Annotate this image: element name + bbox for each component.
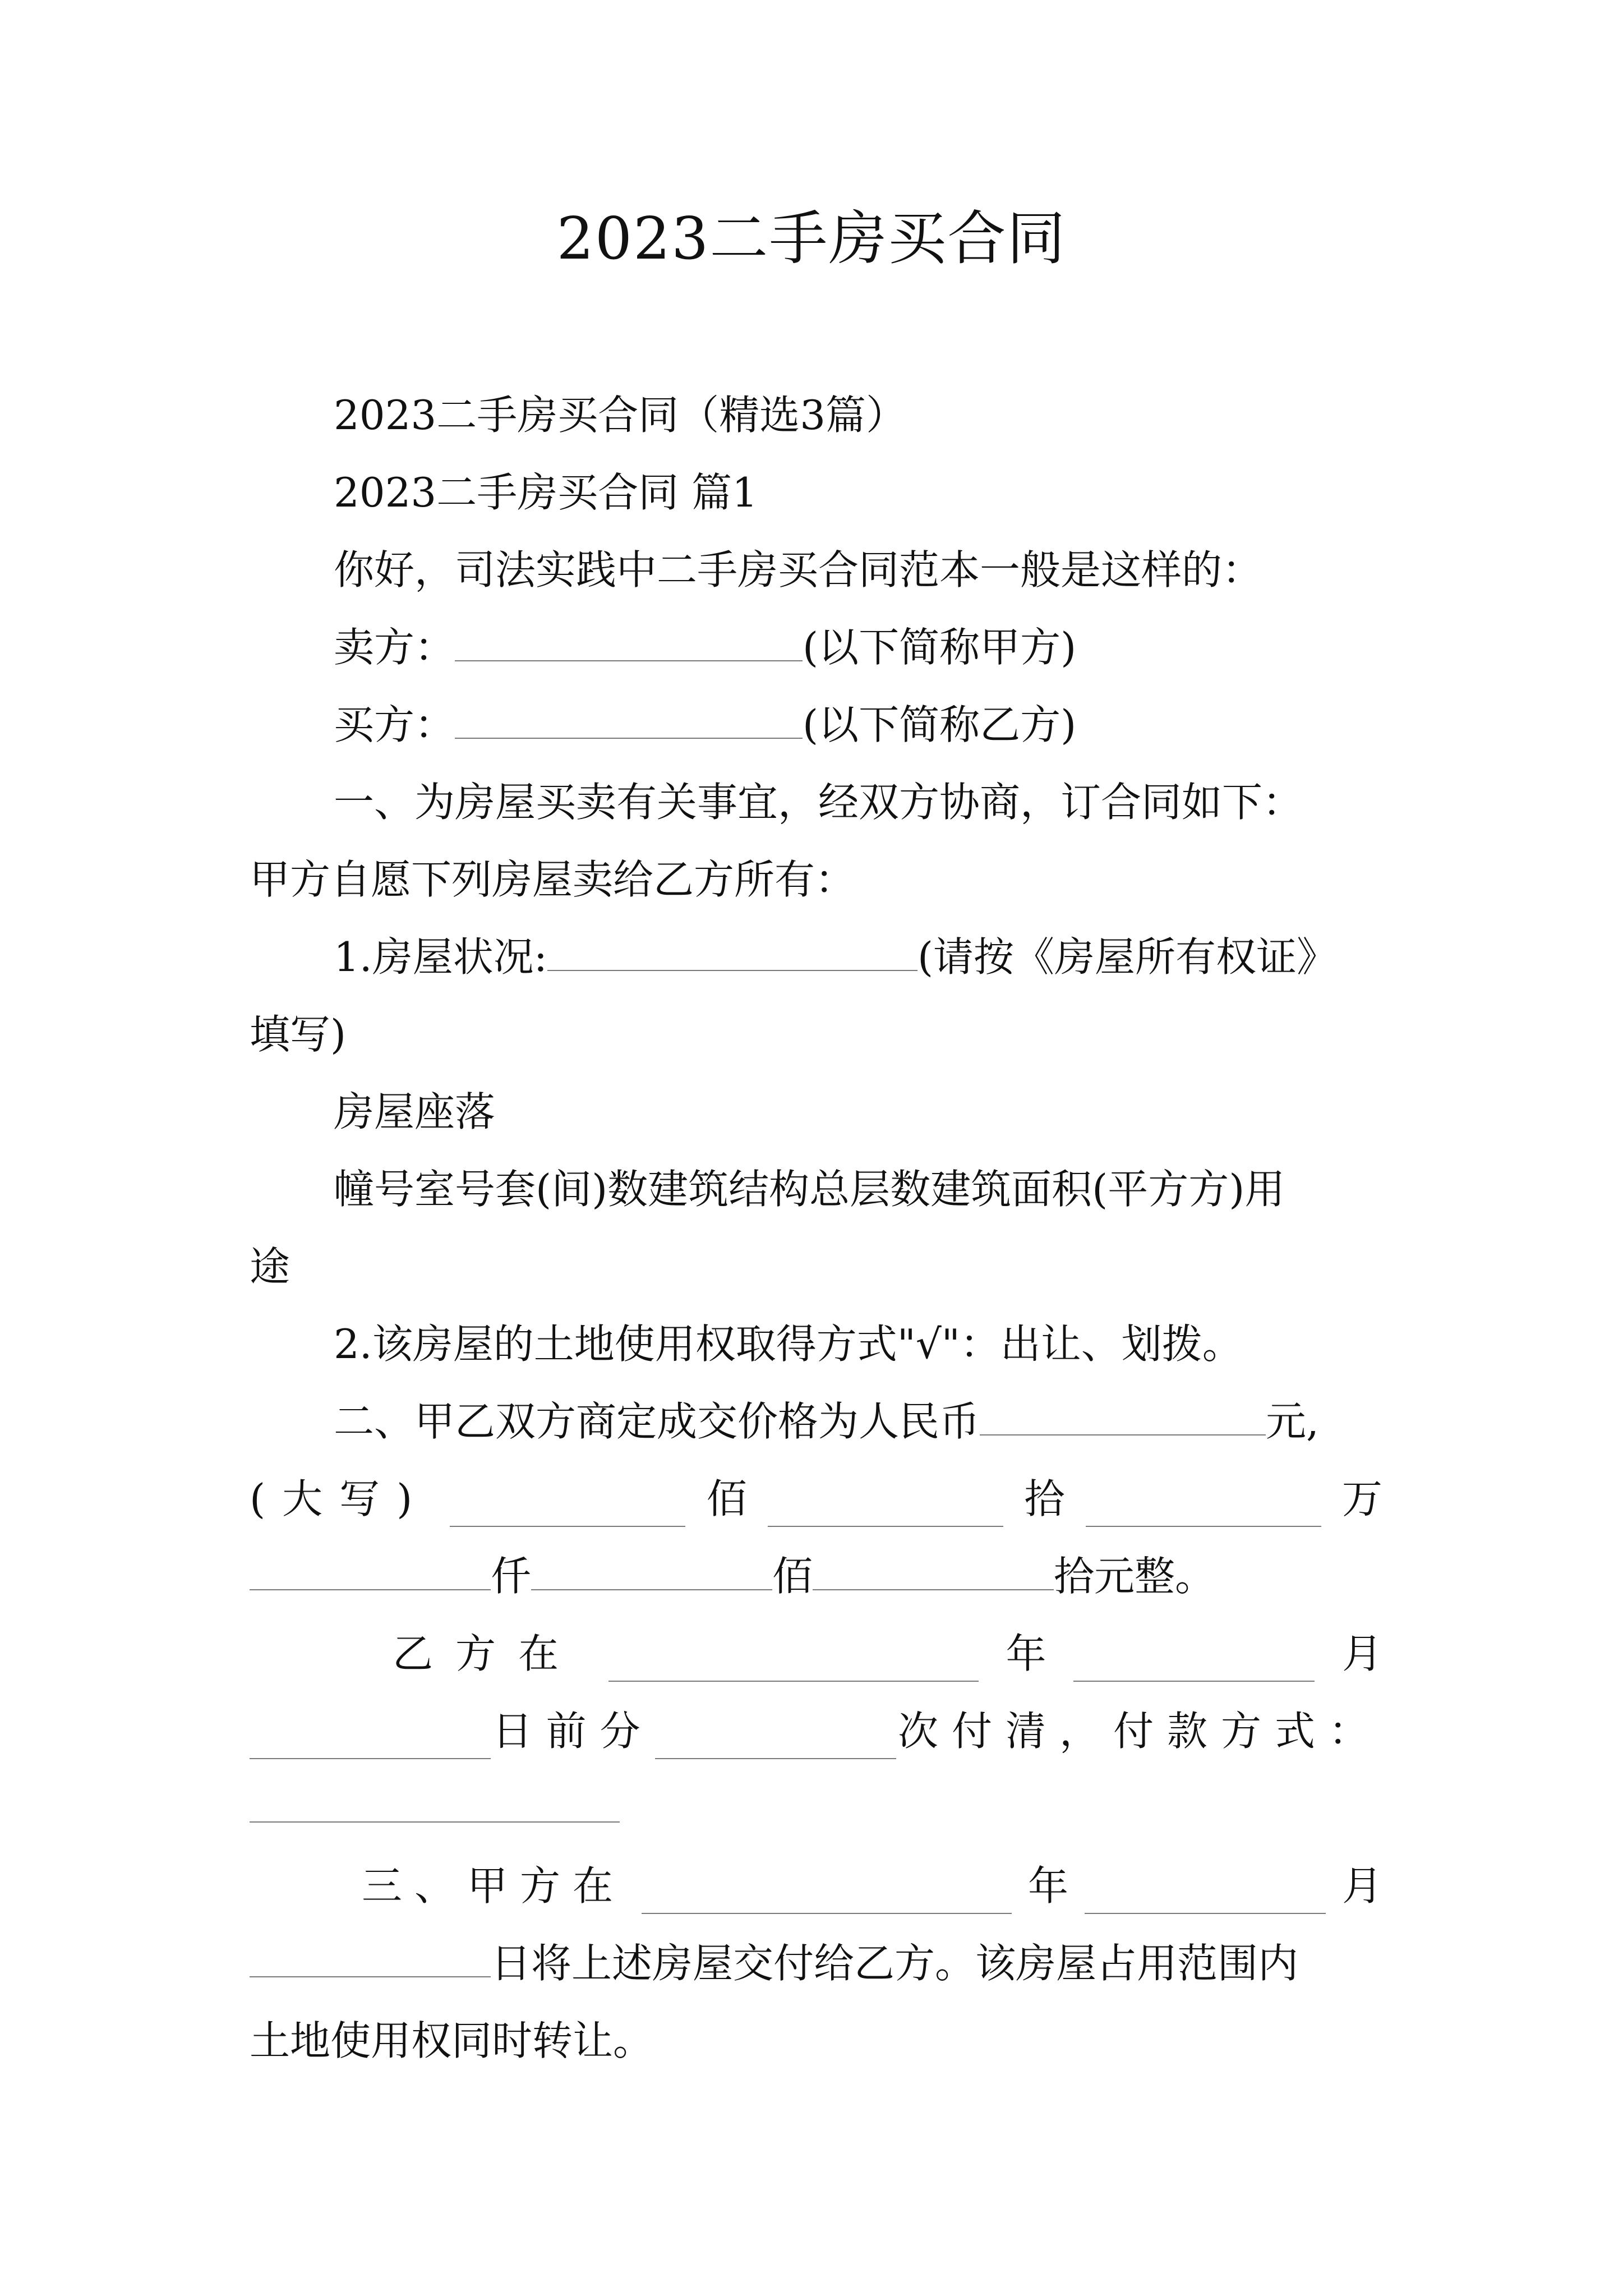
seller-label: 卖方： <box>334 624 455 671</box>
fields-line2: 途 <box>250 1243 291 1290</box>
pay-year-label: 年 <box>1006 1630 1046 1677</box>
wan-blank <box>1086 1487 1321 1527</box>
clause3-line2-text: 日将上述房屋交付给乙方。该房屋占用范围内 <box>491 1940 1299 1987</box>
payment-line1 <box>393 1626 1382 1682</box>
clause3-line1 <box>362 1858 1382 1914</box>
pay-year-blank <box>608 1641 979 1682</box>
pay-prefix: 乙方在 <box>393 1630 582 1677</box>
fields-line1: 幢号室号套(间)数建筑结构总层数建筑面积(平方方)用 <box>334 1166 1285 1213</box>
item2-line: 2.该房屋的土地使用权取得方式"√"：出让、划拨。 <box>334 1320 1243 1368</box>
clause2-line1 <box>334 1393 1382 1450</box>
delivery-month-label: 月 <box>1341 1862 1382 1910</box>
payment-method-line <box>250 1780 1382 1837</box>
seller-suffix: (以下简称甲方) <box>803 624 1077 671</box>
delivery-month-blank <box>1085 1874 1326 1914</box>
bai2-label: 佰 <box>772 1553 813 1600</box>
bai2-blank <box>531 1550 772 1590</box>
item1-cont: 填写) <box>250 1011 347 1058</box>
greeting: 你好，司法实践中二手房买合同范本一般是这样的： <box>334 546 1263 593</box>
clause3-prefix: 三、甲方在 <box>362 1862 626 1910</box>
seller-line <box>334 619 1382 675</box>
qian-label: 仟 <box>491 1553 532 1600</box>
buyer-blank <box>455 698 803 739</box>
wan-label: 万 <box>1341 1475 1382 1522</box>
seller-blank <box>455 621 803 661</box>
clause2-end: 拾元整。 <box>1054 1553 1216 1600</box>
qian-blank <box>250 1550 491 1590</box>
price-unit: 元, <box>1266 1398 1319 1445</box>
part-heading: 2023二手房买合同 篇1 <box>334 469 758 516</box>
clause2-line2 <box>250 1471 1382 1527</box>
payment-method-blank <box>250 1782 620 1823</box>
clause1-line1: 一、为房屋买卖有关事宜，经双方协商，订合同如下： <box>334 779 1303 826</box>
document-title: 2023二手房买合同 <box>556 204 1067 273</box>
item1-label: 1.房屋状况: <box>334 933 547 981</box>
delivery-year-blank <box>642 1874 1012 1914</box>
buyer-label: 买方： <box>334 701 455 748</box>
pay-mid: 日前分 <box>492 1708 654 1755</box>
clause2-line3 <box>250 1548 1382 1604</box>
delivery-day-blank <box>250 1937 491 1977</box>
item1-blank <box>547 931 917 971</box>
payment-line2 <box>250 1703 1382 1759</box>
pay-end: 次付清，付款方式： <box>897 1708 1382 1755</box>
shi2-blank <box>813 1550 1054 1590</box>
location-line: 房屋座落 <box>334 1088 496 1135</box>
clause3-line2 <box>250 1935 1382 1991</box>
pay-month-label: 月 <box>1341 1630 1382 1677</box>
buyer-suffix: (以下简称乙方) <box>803 701 1077 748</box>
pay-day-blank <box>250 1719 491 1759</box>
clause1-line2: 甲方自愿下列房屋卖给乙方所有： <box>250 856 856 903</box>
shi-blank <box>768 1487 1003 1527</box>
bai-blank <box>450 1487 685 1527</box>
daxie-label: (大写) <box>250 1475 430 1522</box>
pay-times-blank <box>655 1719 896 1759</box>
price-label: 二、甲乙双方商定成交价格为人民币 <box>334 1398 980 1445</box>
subtitle: 2023二手房买合同（精选3篇） <box>334 392 907 439</box>
delivery-year-label: 年 <box>1027 1862 1068 1910</box>
item1-suffix: (请按《房屋所有权证》 <box>917 933 1338 981</box>
shi-label: 拾 <box>1024 1475 1065 1522</box>
pay-month-blank <box>1073 1641 1315 1682</box>
buyer-line <box>334 697 1382 753</box>
item1-line <box>334 929 1382 985</box>
bai-label: 佰 <box>706 1475 747 1522</box>
price-blank <box>980 1395 1266 1435</box>
clause3-line3: 土地使用权同时转让。 <box>250 2017 654 2064</box>
